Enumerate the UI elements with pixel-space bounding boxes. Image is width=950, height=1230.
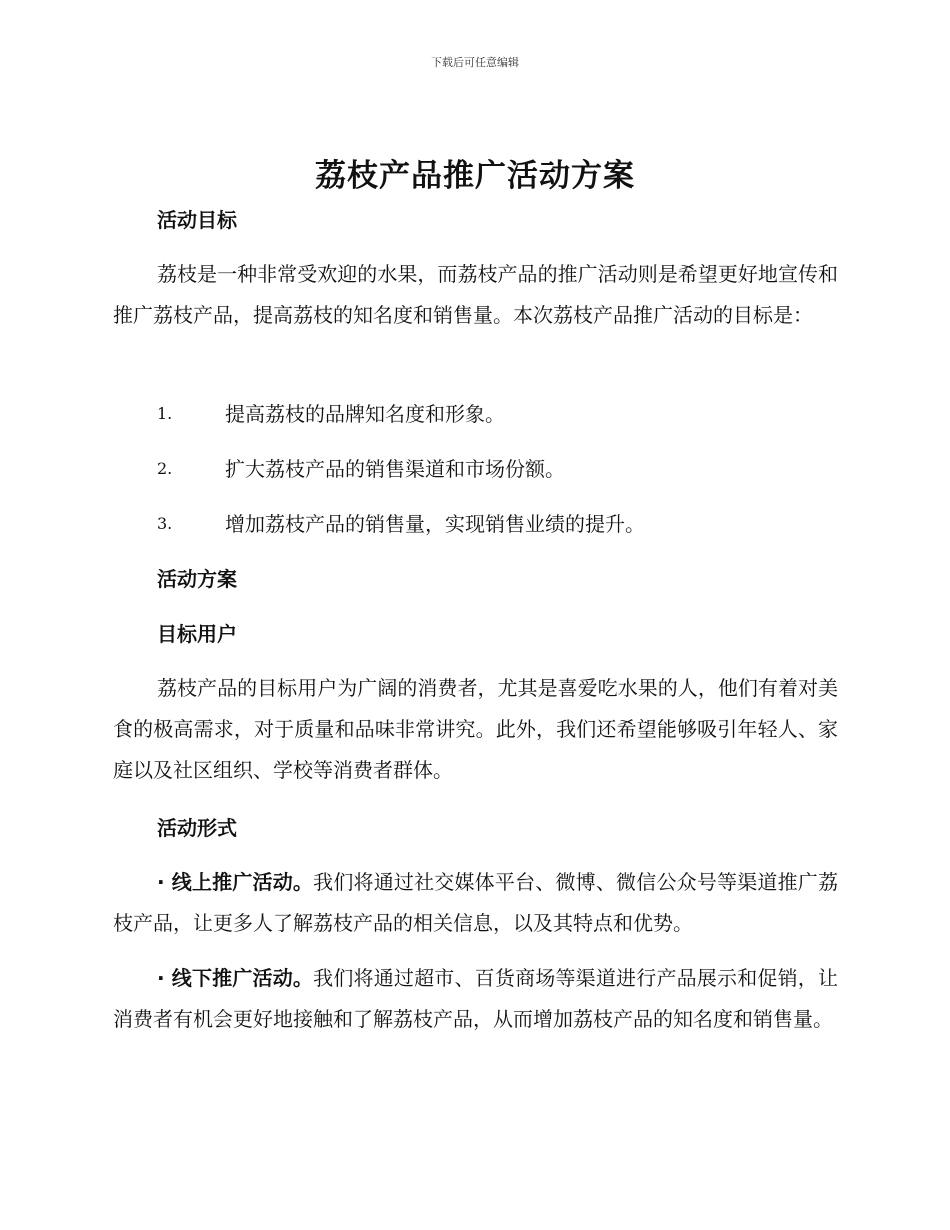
list-number: 1. xyxy=(157,404,173,423)
offline-promotion-lead: · 线下推广活动。 xyxy=(157,966,314,990)
form-section xyxy=(113,814,838,842)
online-promotion-block xyxy=(113,862,838,944)
goal-section xyxy=(113,206,838,234)
goal-list xyxy=(113,455,838,483)
goal-paragraph: 荔枝是一种非常受欢迎的水果，而荔枝产品的推广活动则是希望更好地宣传和推广荔枝产品，提高荔枝的知名度和销售量。本次荔枝产品推广活动的目标是： xyxy=(113,262,838,327)
page-header-note: 下载后可任意编辑 xyxy=(431,56,519,69)
list-text: 增加荔枝产品的销售量，实现销售业绩的提升。 xyxy=(225,512,645,536)
offline-promotion-block xyxy=(113,958,838,1040)
list-item xyxy=(113,455,838,483)
users-section xyxy=(113,620,838,648)
list-item xyxy=(113,400,838,428)
form-heading: 活动形式 xyxy=(157,816,237,840)
plan-heading: 活动方案 xyxy=(157,567,237,591)
users-paragraph-block xyxy=(113,668,838,791)
goal-paragraph-block xyxy=(113,254,838,336)
users-paragraph: 荔枝产品的目标用户为广阔的消费者，尤其是喜爱吃水果的人，他们有着对美食的极高需求，对于质量和品味非常讲究。此外，我们还希望能够吸引年轻人、家庭以及社区组织、学校等消费者群体。 xyxy=(113,676,838,782)
goal-heading: 活动目标 xyxy=(157,208,237,232)
offline-promotion-paragraph xyxy=(113,958,838,1040)
list-number: 3. xyxy=(157,514,173,533)
list-text: 扩大荔枝产品的销售渠道和市场份额。 xyxy=(225,457,565,481)
list-number: 2. xyxy=(157,459,173,478)
goal-list xyxy=(113,510,838,538)
online-promotion-text: 我们将通过社交媒体平台、微博、微信公众号等渠道推广荔枝产品，让更多人了解荔枝产品的相关信息，以及其特点和优势。 xyxy=(113,870,839,935)
online-promotion-lead: · 线上推广活动。 xyxy=(157,870,314,894)
goal-list xyxy=(113,400,838,428)
online-promotion-paragraph xyxy=(113,862,838,944)
offline-promotion-text: 我们将通过超市、百货商场等渠道进行产品展示和促销，让消费者有机会更好地接触和了解荔枝产品，从而增加荔枝产品的知名度和销售量。 xyxy=(113,966,839,1031)
document-title: 荔枝产品推广活动方案 xyxy=(315,158,635,194)
list-item xyxy=(113,510,838,538)
users-heading: 目标用户 xyxy=(157,622,237,646)
plan-section xyxy=(113,565,838,593)
list-text: 提高荔枝的品牌知名度和形象。 xyxy=(225,402,505,426)
